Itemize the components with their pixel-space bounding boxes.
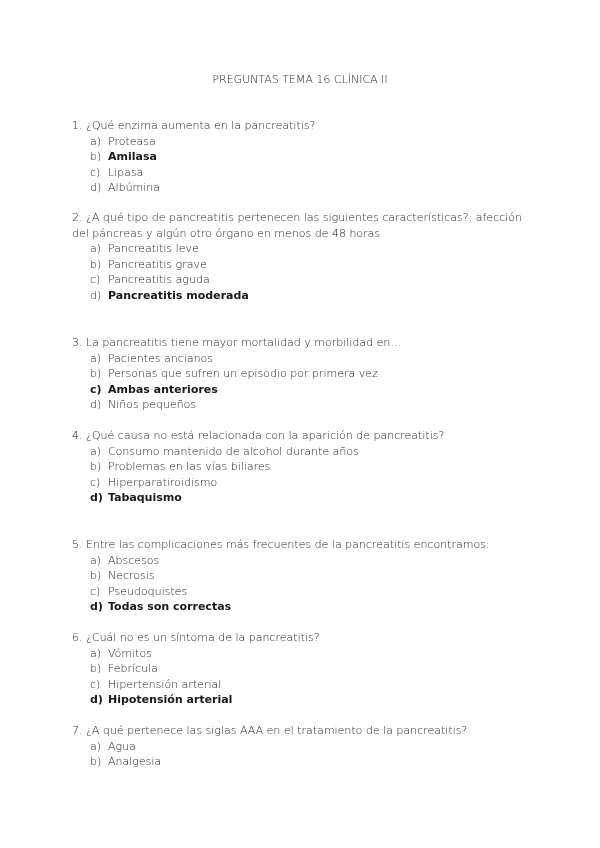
option-letter: b): [90, 755, 102, 768]
option-text: Hiperparatiroidismo: [108, 475, 218, 489]
option-text: Hipotensión arterial: [108, 693, 233, 706]
option-letter: a): [90, 646, 102, 660]
question-6: [72, 630, 532, 708]
option-d: [72, 180, 532, 196]
question-2: [72, 210, 532, 303]
option-list: [72, 134, 532, 196]
option-text: Pseudoquistes: [108, 584, 188, 598]
option-letter: d): [90, 491, 103, 504]
option-letter: a): [90, 553, 102, 567]
option-text: Tabaquismo: [108, 491, 182, 504]
option-text: Febrícula: [108, 662, 158, 675]
option-text: Necrosis: [108, 569, 155, 582]
option-text: Pacientes ancianos: [108, 351, 214, 365]
question-7: [72, 723, 532, 770]
option-list: [72, 444, 532, 506]
question-3: [72, 335, 532, 413]
option-text: Todas son correctas: [108, 600, 232, 613]
question-text: 3. La pancreatitis tiene mayor mortalidad y morbilidad en…: [72, 336, 402, 349]
option-letter: b): [90, 460, 102, 473]
option-letter: c): [90, 475, 101, 489]
option-a: [72, 739, 532, 755]
option-letter: c): [90, 584, 101, 598]
option-letter: b): [90, 150, 102, 163]
option-a: [72, 553, 532, 569]
option-c: [72, 677, 532, 693]
option-list: [72, 553, 532, 615]
option-b: [72, 661, 532, 677]
question-text: 5. Entre las complicaciones más frecuentes de la pancreatitis encontramos:: [72, 538, 490, 551]
option-text: Ambas anteriores: [108, 382, 218, 396]
option-b: [72, 754, 532, 770]
option-list: [72, 646, 532, 708]
question-text: 1. ¿Qué enzima aumenta en la pancreatitis?: [72, 119, 316, 132]
option-letter: d): [90, 600, 103, 613]
option-letter: c): [90, 273, 101, 286]
option-list: [72, 351, 532, 413]
option-text: Vómitos: [108, 646, 152, 660]
option-list: [72, 241, 532, 303]
option-text: Proteasa: [108, 134, 156, 148]
option-text: Pancreatitis leve: [108, 242, 199, 255]
option-b: [72, 257, 532, 273]
option-letter: a): [90, 242, 102, 255]
question-text: 2. ¿A qué tipo de pancreatitis pertenecen las siguientes características?: afección del páncreas y algún otro órgano en menos de 48 horas: [72, 211, 522, 240]
option-text: Consumo mantenido de alcohol durante años: [108, 444, 359, 458]
option-text: Pancreatitis grave: [108, 257, 207, 271]
option-b: [72, 366, 532, 382]
option-letter: c): [90, 382, 102, 396]
option-a: [72, 444, 532, 460]
option-text: Problemas en las vías biliares: [108, 460, 271, 473]
question-text: 7. ¿A qué pertenece las siglas AAA en el tratamiento de la pancreatitis?: [72, 724, 468, 737]
question-1: [72, 118, 532, 196]
option-a: [72, 646, 532, 662]
document-title: PREGUNTAS TEMA 16 CLÍNICA II: [212, 73, 388, 86]
question-text: 4. ¿Qué causa no está relacionada con la aparición de pancreatitis?: [72, 429, 445, 442]
option-text: Agua: [108, 739, 136, 753]
option-c: [72, 272, 532, 288]
option-letter: d): [90, 288, 102, 302]
option-b: [72, 568, 532, 584]
option-letter: d): [90, 693, 103, 706]
option-c-correct: [72, 382, 532, 398]
option-letter: a): [90, 134, 102, 148]
option-letter: b): [90, 257, 102, 271]
option-list: [72, 739, 532, 770]
option-text: Lipasa: [108, 165, 144, 179]
option-a: [72, 351, 532, 367]
option-letter: b): [90, 569, 102, 582]
option-d-correct: [72, 490, 532, 506]
option-text: Hipertensión arterial: [108, 677, 222, 691]
option-text: Personas que sufren un episodio por primera vez: [108, 367, 378, 380]
option-text: Albúmina: [108, 181, 161, 194]
option-a: [72, 241, 532, 257]
option-text: Amilasa: [108, 150, 157, 163]
option-c: [72, 475, 532, 491]
option-text: Abscesos: [108, 553, 160, 567]
option-letter: a): [90, 739, 102, 753]
option-letter: c): [90, 165, 101, 179]
option-c: [72, 584, 532, 600]
option-letter: c): [90, 677, 101, 691]
option-b-correct: [72, 149, 532, 165]
option-d: [72, 397, 532, 413]
question-text: 6. ¿Cuál no es un síntoma de la pancreatitis?: [72, 631, 320, 644]
question-5: [72, 537, 532, 615]
option-d-correct: [72, 599, 532, 615]
option-text: Niños pequeños: [108, 398, 197, 411]
option-letter: a): [90, 351, 102, 365]
option-letter: b): [90, 367, 102, 380]
option-letter: d): [90, 398, 102, 411]
option-c: [72, 165, 532, 181]
option-letter: a): [90, 444, 102, 458]
option-d-correct: [72, 692, 532, 708]
option-letter: d): [90, 181, 102, 194]
option-letter: b): [90, 662, 102, 675]
option-text: Pancreatitis moderada: [108, 288, 249, 302]
option-a: [72, 134, 532, 150]
option-text: Pancreatitis aguda: [108, 273, 210, 286]
option-text: Analgesia: [108, 755, 162, 768]
option-b: [72, 459, 532, 475]
question-4: [72, 428, 532, 506]
option-d-correct: [72, 288, 532, 304]
